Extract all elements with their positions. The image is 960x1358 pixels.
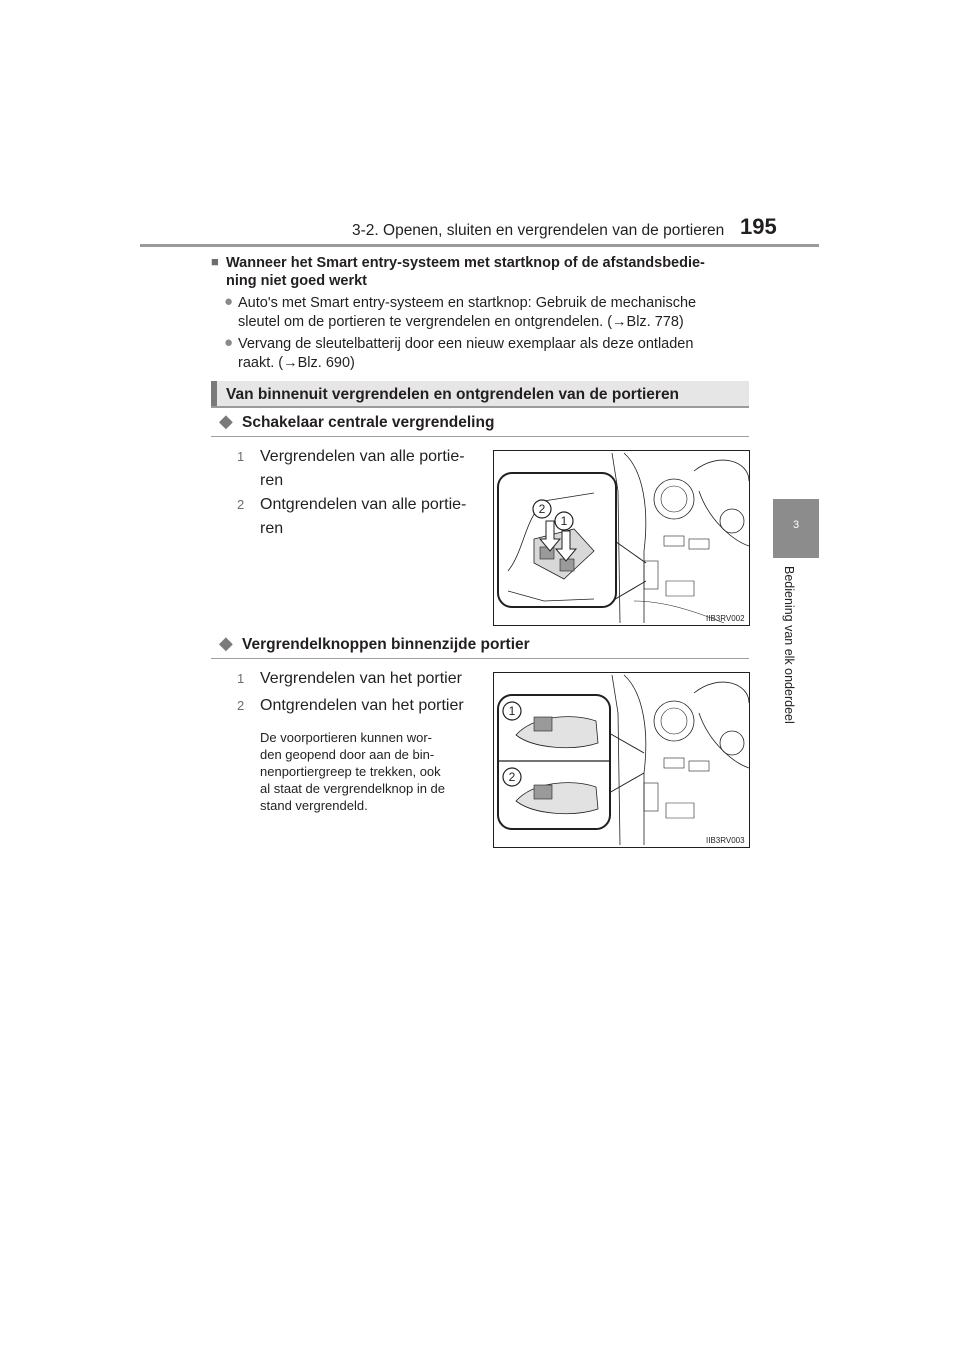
- illustration-dashboard-switch: [494, 451, 749, 625]
- subsection-rule-2: [211, 658, 749, 659]
- item-number: 2: [237, 698, 245, 713]
- figure-code: IIB3RV002: [706, 614, 745, 623]
- item-unlock-door: Ontgrendelen van het portier: [260, 697, 464, 714]
- note-line-3: nenportiergreep te trekken, ook: [260, 764, 441, 779]
- notice-bullet-1-line1: Auto's met Smart entry-systeem en startknop: Gebruik de mechanische: [238, 295, 697, 311]
- figure-code: IIB3RV003: [706, 836, 745, 845]
- notice-bullet-1-line2: sleutel om de portieren te vergrendelen en ontgrendelen. (→Blz. 778): [238, 314, 684, 330]
- item-unlock-all-line1: Ontgrendelen van alle portie-: [260, 496, 467, 513]
- section-heading-accent: [211, 381, 217, 407]
- figure-door-lock-knob: [493, 672, 750, 848]
- item-unlock-all-line2: ren: [260, 520, 284, 537]
- square-bullet-icon: ■: [211, 254, 219, 269]
- page-number: 195: [740, 214, 777, 239]
- item-lock-all-line2: ren: [260, 472, 284, 489]
- chapter-number: 3: [792, 519, 800, 531]
- chapter-title-vertical: Bediening van elk onderdeel: [782, 566, 796, 724]
- callout-2: 2: [508, 770, 516, 784]
- notice-heading-line1: Wanneer het Smart entry-systeem met startknop of de afstandsbedie-: [226, 255, 705, 271]
- figure-central-lock-switch: [493, 450, 750, 626]
- section-heading-rule: [211, 406, 749, 408]
- note-line-4: al staat de vergrendelknop in de: [260, 781, 446, 796]
- note-line-2: den geopend door aan de bin-: [260, 747, 435, 762]
- item-lock-door: Vergrendelen van het portier: [260, 670, 462, 687]
- note-line-5: stand vergrendeld.: [260, 798, 368, 813]
- item-number: 1: [237, 449, 245, 464]
- callout-2: 2: [538, 502, 546, 516]
- header-rule: [140, 244, 819, 247]
- item-number: 1: [237, 671, 245, 686]
- notice-heading-line2: ning niet goed werkt: [226, 273, 367, 289]
- diamond-icon: ◆: [219, 633, 233, 653]
- callout-1: 1: [508, 704, 516, 718]
- callout-1: 1: [560, 514, 568, 528]
- diamond-icon: ◆: [219, 411, 233, 431]
- round-bullet-icon: ●: [224, 334, 234, 351]
- section-title: Van binnenuit vergrendelen en ontgrendelen van de portieren: [226, 386, 680, 403]
- item-number: 2: [237, 497, 245, 512]
- notice-bullet-2-line2: raakt. (→Blz. 690): [238, 355, 355, 371]
- subsection-title-2: Vergrendelknoppen binnenzijde portier: [242, 636, 530, 653]
- illustration-door-knob: [494, 673, 749, 847]
- item-lock-all-line1: Vergrendelen van alle portie-: [260, 448, 465, 465]
- running-header-title: 3-2. Openen, sluiten en vergrendelen van de portieren: [352, 222, 725, 239]
- note-line-1: De voorportieren kunnen wor-: [260, 730, 432, 745]
- round-bullet-icon: ●: [224, 293, 234, 310]
- notice-bullet-2-line1: Vervang de sleutelbatterij door een nieuw exemplaar als deze ontladen: [238, 336, 694, 352]
- subsection-title-1: Schakelaar centrale vergrendeling: [242, 414, 495, 431]
- subsection-rule-1: [211, 436, 749, 437]
